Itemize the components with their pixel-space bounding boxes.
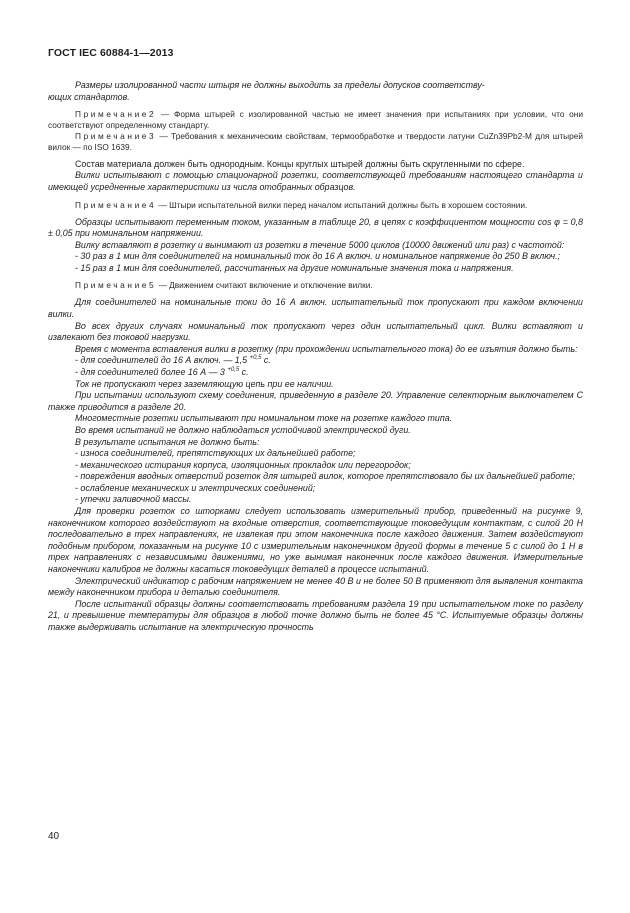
paragraph-ac-test: Образцы испытывают переменным током, указанным в таблице 20, в цепях с коэффициентом мощности cos φ = 0,8 ± 0,05 при номинальном напряжении.	[48, 216, 583, 239]
paragraph-plug-testing: Вилки испытывают с помощью стационарной розетки, соответствующей требованиям настоящего стандарта и имеющей усредненные характеристики из числа отобранных образцов.	[48, 170, 583, 192]
note-3	[48, 131, 583, 153]
list-item-result-damage: - повреждения вводных отверстий розеток для штырей вилок, которое препятствовало бы их дальнейшей работе;	[75, 471, 575, 482]
note-4-text: — Штыри испытательной вилки перед началом испытаний должны быть в хорошем состоянии.	[156, 199, 528, 210]
list-item-result-wear: - износа соединителей, препятствующих их дальнейшей работе;	[75, 448, 356, 459]
note-4	[48, 200, 583, 211]
paragraph-pin-dimensions	[48, 80, 583, 103]
paragraph-earth-circuit: Ток не пропускают через заземляющую цепь при ее наличии.	[75, 378, 334, 389]
list-item-time-over-16a	[48, 367, 583, 379]
note-3-label: Примечание	[75, 131, 150, 141]
note-2-label: Примечание	[75, 109, 150, 120]
note-5	[48, 280, 583, 291]
list-item-15-per-min: - 15 раз в 1 мин для соединителей, рассчитанных на другие номинальные значения тока и напряжения.	[75, 262, 514, 273]
note-3-text: — Требования к механическим свойствам, термообработке и твердости латуни CuZn39Pb2-M для штырей вилок — по ISO 1639.	[48, 131, 583, 152]
time-16a-text: - для соединителей до 16 А включ. — 1,5	[75, 355, 250, 366]
paragraph-shutter-check: Для проверки розеток со шторками следует использовать измерительный прибор, приведенный на рисунке 9, наконечником которого воздействуют на входные отверстия, соответствующие токоведущим контактам, с силой 20 Н последовательно в трех направлениях, не извлекая при этом наконечника после каждого движения. Затем воздействуют подобным прибором, показанным на рисунке 10 с измерительным наконечником другой формы в течение 5 с силой до 1 Н в трех направлениях с независимыми движениями, но уже вынимая наконечник после каждого движения. Измерительные наконечники калибров не должны касаться токоведущих деталей в процессе испытаний.	[48, 506, 583, 575]
paragraph-after-test: После испытаний образцы должны соответствовать требованиям раздела 19 при испытательном токе по разделу 21, и превышение температуры для образцов в любой точке должно быть не более 45 °С. Испытуемые образцы должны также выдерживать испытание на электрическую прочность	[48, 598, 583, 632]
note-2	[48, 109, 583, 131]
paragraph-insertion-time: Время с момента вставления вилки в розетку (при прохождении испытательного тока) до ее изъятия должно быть:	[75, 343, 578, 354]
note-2-text: — Форма штырей с изолированной частью не имеет значения при испытаниях при условии, что они соответствуют определенному стандарту.	[48, 109, 583, 131]
paragraph-connection-scheme: При испытании используют схему соединения, приведенную в разделе 20. Управление селекторным выключателем С также приводится в разделе 20.	[48, 390, 583, 412]
time-over-16a-tolerance: +0,5	[227, 366, 240, 373]
list-item-30-per-min: - 30 раз в 1 мин для соединителей на номинальный ток до 16 А включ. и номинальное напряжение до 250 В включ.;	[75, 251, 561, 262]
paragraph-multiple-sockets: Многоместные розетки испытывают при номинальном токе на розетке каждого типа.	[75, 413, 453, 424]
pin-dimensions-line1: Размеры изолированной части штыря не должны выходить за пределы допусков соответству-	[75, 80, 485, 90]
note-4-number: 4	[149, 199, 157, 210]
time-16a-unit: с.	[261, 355, 271, 366]
paragraph-test-result: В результате испытания не должно быть:	[75, 436, 260, 447]
paragraph-electric-arc: Во время испытаний не должно наблюдаться устойчивой электрической дуги.	[75, 424, 411, 435]
note-5-number: 5	[149, 280, 157, 291]
paragraph-16a-current: Для соединителей на номинальные токи до 16 А включ. испытательный ток пропускают при каждом включении вилки.	[48, 297, 583, 319]
page-number: 40	[48, 831, 60, 842]
main-text	[48, 80, 583, 634]
page-header-standard-code: ГОСТ IEC 60884-1—2013	[48, 47, 174, 59]
time-over-16a-text: - для соединителей более 16 А — 3	[75, 366, 228, 377]
time-16a-tolerance: +0,5	[249, 355, 262, 362]
pin-dimensions-line2: ющих стандартов.	[48, 91, 130, 102]
note-5-label: Примечание	[75, 280, 150, 291]
list-item-time-16a	[48, 355, 583, 367]
list-item-result-loosening: - ослабление механических и электрических соединений;	[75, 482, 316, 493]
note-2-number: 2	[149, 109, 157, 120]
list-item-result-abrasion: - механического истирания корпуса, изоляционных прокладок или перегородок;	[75, 459, 411, 470]
paragraph-cycles: Вилку вставляют в розетку и вынимают из розетки в течение 5000 циклов (10000 движений или раз) с частотой:	[75, 239, 565, 250]
note-5-text: — Движением считают включение и отключение вилки.	[156, 280, 373, 291]
paragraph-other-cases: Во всех других случаях номинальный ток пропускают через один испытательный цикл. Вилки вставляют и извлекают без токовой нагрузки.	[48, 320, 583, 343]
note-4-label: Примечание	[75, 199, 150, 210]
time-over-16a-unit: с.	[239, 366, 249, 377]
list-item-result-leakage: - утечки заливочной массы.	[75, 494, 192, 505]
note-3-number: 3	[149, 131, 157, 141]
paragraph-electric-indicator: Электрический индикатор с рабочим напряжением не менее 40 В и не более 50 В применяют для выявления контакта между наконечником прибора и деталью соединителя.	[48, 575, 583, 598]
paragraph-material: Состав материала должен быть однородным. Концы круглых штырей должны быть скругленными по сфере.	[75, 158, 525, 169]
